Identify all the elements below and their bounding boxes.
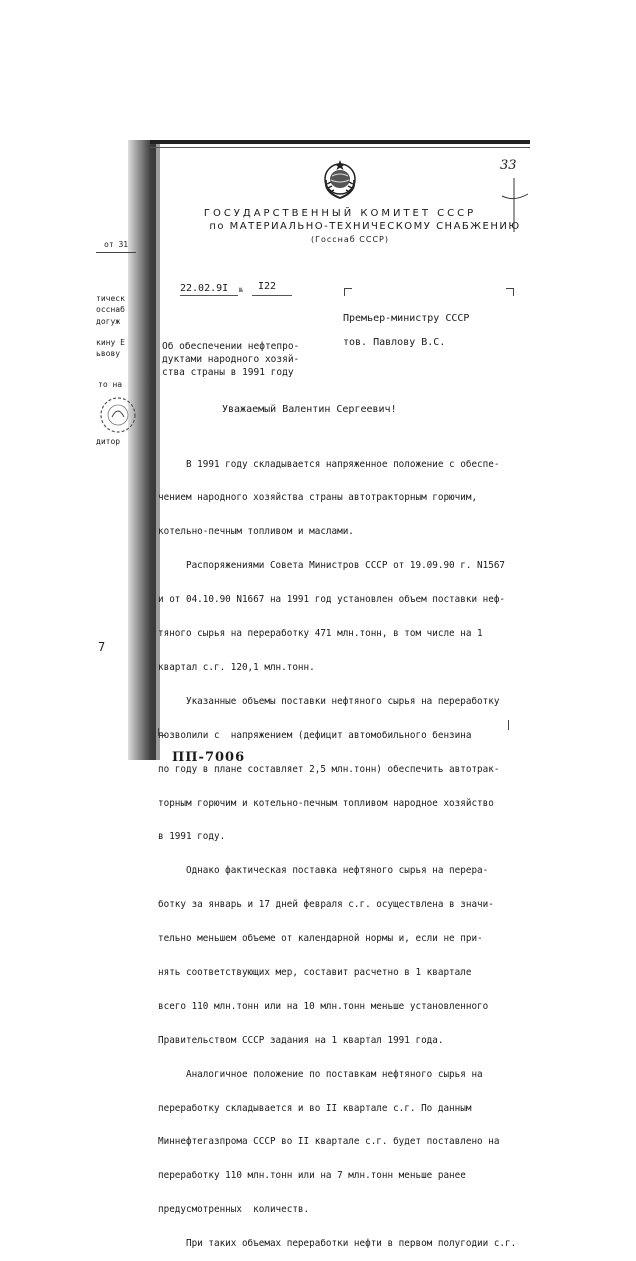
- body-line: котельно-печным топливом и маслами.: [158, 526, 354, 538]
- left-fragment: догуж: [96, 317, 121, 326]
- letter-body: [158, 436, 528, 1261]
- number-sign: №: [239, 287, 243, 294]
- body-line: Правительством СССР задания на 1 квартал 1991 года.: [158, 1034, 444, 1046]
- top-border-rule: [150, 140, 530, 144]
- left-fragment: то на: [98, 380, 123, 389]
- body-line: всего 110 млн.тонн или на 10 млн.тонн меньше установленного: [158, 1000, 489, 1012]
- handwritten-page-number: 33: [500, 158, 517, 173]
- left-fragment: от 31: [104, 240, 129, 249]
- top-border-rule-thin: [150, 147, 530, 148]
- round-seal-icon: [98, 395, 138, 435]
- address-corner-right: [506, 288, 514, 296]
- left-fragment: дитор: [96, 437, 121, 446]
- bottom-corner-left: [158, 728, 166, 736]
- left-fragment-rule: [96, 252, 136, 253]
- left-fragment: ьвову: [96, 349, 121, 358]
- salutation: Уважаемый Валентин Сергеевич!: [222, 404, 397, 415]
- addressee-title: Премьер-министру СССР: [343, 313, 470, 324]
- subject-line: ства страны в 1991 году: [162, 367, 294, 378]
- body-line: Аналогичное положение по поставкам нефтяного сырья на: [158, 1068, 483, 1080]
- body-line: Миннефтегазпрома СССР во II квартале с.г. будет поставлено на: [158, 1136, 500, 1148]
- body-line: нять соответствующих мер, составит расчетно в 1 квартале: [158, 966, 472, 978]
- body-line: предусмотренных количеств.: [158, 1204, 310, 1216]
- body-line: При таких объемах переработки нефти в первом полугодии с.г.: [158, 1238, 517, 1250]
- body-line: в 1991 году.: [158, 831, 226, 843]
- addressee-name: тов. Павлову В.С.: [343, 337, 446, 348]
- ussr-emblem-icon: [318, 158, 362, 202]
- body-line: чением народного хозяйства страны автотракторным горючим,: [158, 492, 478, 504]
- body-line: тяного сырья на переработку 471 млн.тонн, в том числе на 1: [158, 628, 483, 640]
- body-line: и от 04.10.90 N1667 на 1991 год установлен объем поставки неф-: [158, 594, 506, 606]
- body-line: В 1991 году складывается напряженное положение с обеспе-: [158, 458, 500, 470]
- body-line: торным горючим и котельно-печным топливом народное хозяйство: [158, 797, 494, 809]
- subject-line: дуктами народного хозяй-: [162, 354, 300, 365]
- body-line: Указанные объемы поставки нефтяного сырья на переработку: [158, 695, 500, 707]
- body-line: по году в плане составляет 2,5 млн.тонн) обеспечить автотрак-: [158, 763, 500, 775]
- body-line: квартал с.г. 120,1 млн.тонн.: [158, 661, 315, 673]
- body-line: переработку складывается и во II квартале с.г. По данным: [158, 1102, 472, 1114]
- address-corner-left: [344, 288, 352, 296]
- bottom-corner-right: [508, 720, 509, 730]
- archive-code: ПП-7006: [172, 750, 246, 765]
- body-line: Однако фактическая поставка нефтяного сырья на перера-: [158, 865, 489, 877]
- body-line: ботку за январь и 17 дней февраля с.г. осуществлена в значи-: [158, 899, 494, 911]
- date-underline: [180, 295, 238, 296]
- document-number: I22: [258, 281, 277, 292]
- document-date: 22.02.9I: [180, 283, 229, 294]
- agency-name: ГОСУДАРСТВЕННЫЙ КОМИТЕТ СССР: [203, 208, 477, 219]
- subject-block: [162, 340, 299, 379]
- body-line: переработку 110 млн.тонн или на 7 млн.тонн меньше ранее: [158, 1170, 466, 1182]
- handwritten-mark-icon: [500, 176, 530, 236]
- body-line: Распоряжениями Совета Министров СССР от 19.09.90 г. N1567: [158, 560, 506, 572]
- left-fragment: осснаб: [96, 305, 125, 314]
- number-underline: [252, 295, 292, 296]
- left-fragment: кину Е: [96, 338, 125, 347]
- agency-abbreviation: (Госснаб СССР): [310, 235, 389, 244]
- body-line: позволили с напряжением (дефицит автомобильного бензина: [158, 729, 472, 741]
- subject-line: Об обеспечении нефтепро-: [162, 341, 300, 352]
- agency-name-line2: по МАТЕРИАЛЬНО-ТЕХНИЧЕСКОМУ СНАБЖЕНИЮ: [209, 221, 521, 232]
- body-line: тельно меньшем объеме от календарной нормы и, если не при-: [158, 933, 483, 945]
- left-fragment: тическ: [96, 294, 125, 303]
- left-fragment: 7: [98, 640, 106, 654]
